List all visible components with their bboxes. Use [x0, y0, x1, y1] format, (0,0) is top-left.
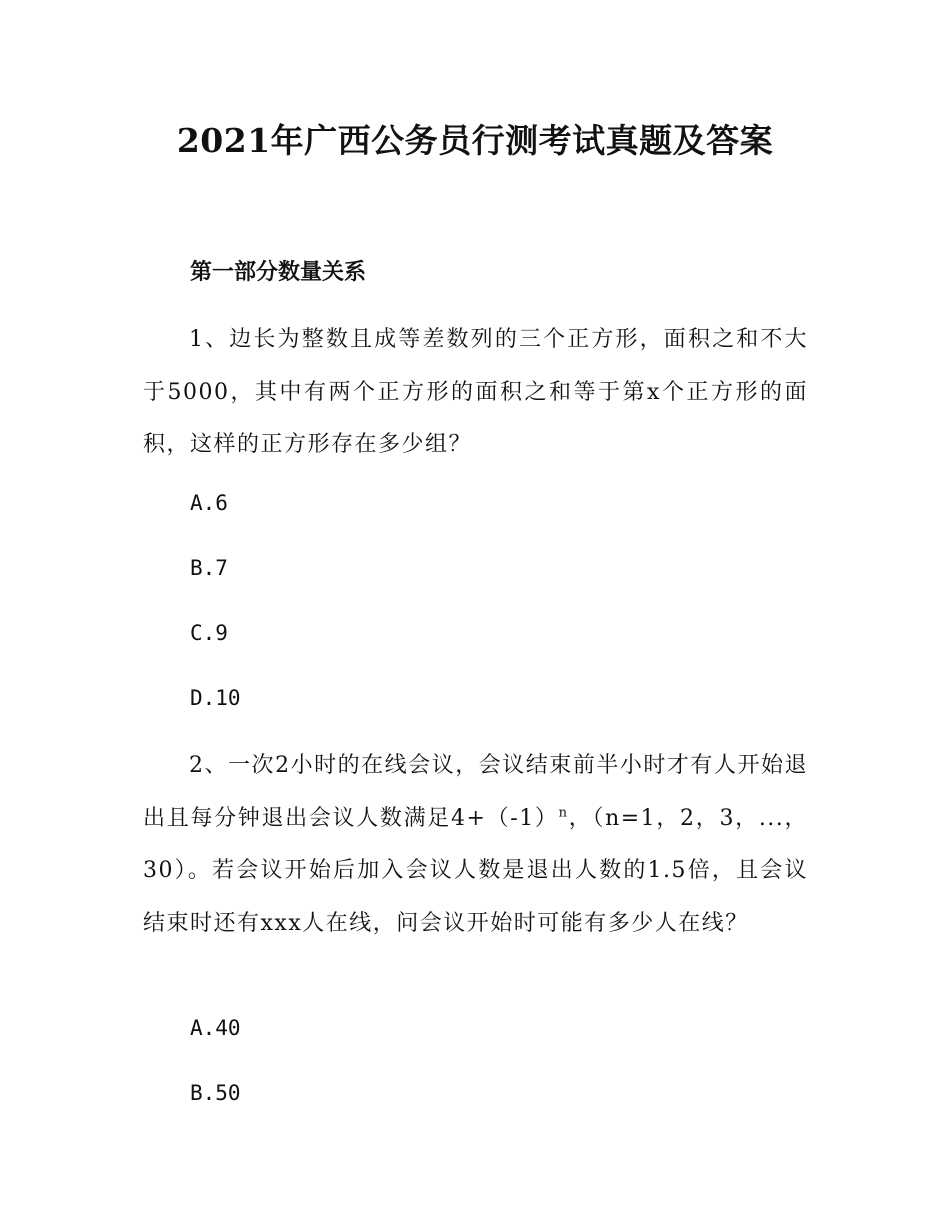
question-1-option-b: B.7 [190, 556, 228, 580]
question-2-text-part1: 2、一次2小时的在线会议，会议结束前半小时才有人开始退出且每分钟退出会议人数满足4+（-1） [143, 753, 808, 831]
question-1-text: 1、边长为整数且成等差数列的三个正方形，面积之和不大于5000，其中有两个正方形的面积之和等于第x个正方形的面积，这样的正方形存在多少组？ [143, 327, 808, 457]
question-2-exponent: n [558, 805, 569, 821]
question-1-option-a: A.6 [190, 491, 228, 515]
question-2-option-a: A.40 [190, 1016, 241, 1040]
question-2-text-part2: ，（n=1，2，3，...，30）。若会议开始后加入会议人数是退出人数的1.5倍，且会议结束时还有xxx人在线，问会议开始时可能有多少人在线？ [143, 805, 808, 936]
question-1-option-d: D.10 [190, 686, 241, 710]
question-1-option-c: C.9 [190, 621, 228, 645]
section-heading: 第一部分数量关系 [190, 260, 367, 285]
question-2-text [143, 740, 808, 950]
document-title: 2021年广西公务员行测考试真题及答案 [176, 121, 774, 160]
question-2-option-b: B.50 [190, 1081, 241, 1105]
